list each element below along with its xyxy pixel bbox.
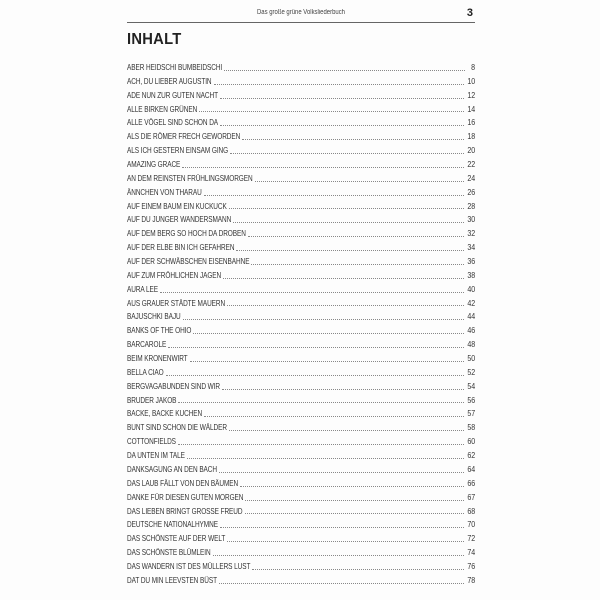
toc-entry-title: DA UNTEN IM TALE [127,450,185,461]
toc-entry-title: BANKS OF THE OHIO [127,325,192,336]
dot-leader [230,153,464,154]
toc-entry-page: 26 [467,186,475,197]
dot-leader [187,458,464,459]
dot-leader [248,236,464,237]
toc-entry-title: DAT DU MIN LEEVSTEN BÜST [127,574,217,585]
toc-entry-page: 22 [467,159,475,170]
dot-leader [222,389,464,390]
toc-entry-title: BELLA CIAO [127,366,164,377]
toc-entry[interactable] [127,284,475,298]
book-title: Das große grüne Volksliederbuch [256,9,345,16]
toc-entry-title: ABER HEIDSCHI BUMBEIDSCHI [127,62,223,72]
dot-leader [227,541,464,542]
toc-entry-title: AUF DER SCHWÄBSCHEN EISENBAHNE [127,256,250,267]
toc-entry[interactable] [127,270,475,284]
toc-entry[interactable] [127,339,475,353]
toc-entry-title: AUF ZUM FRÖHLICHEN JAGEN [127,269,222,280]
toc-entry-page: 32 [467,228,475,239]
toc-entry-title: BACKE, BACKE KUCHEN [127,408,203,419]
toc-entry[interactable] [127,242,475,256]
dot-leader [220,527,464,528]
toc-entry-title: BARCAROLE [127,339,167,350]
toc-entry[interactable] [127,519,475,533]
toc-entry-title: DANKSAGUNG AN DEN BACH [127,463,217,474]
toc-entry-title: ALLE VÖGEL SIND SCHON DA [127,117,219,128]
toc-entry-title: ALLE BIRKEN GRÜNEN [127,103,198,114]
toc-entry-page: 64 [467,463,475,474]
toc-entry-page: 62 [467,450,475,461]
toc-entry[interactable] [127,256,475,270]
table-of-contents [127,62,475,589]
page-number: 3 [466,7,473,19]
dot-leader [220,125,464,126]
dot-leader [160,292,464,293]
toc-entry-title: BUNT SIND SCHON DIE WÄLDER [127,422,227,433]
toc-entry-page: 36 [467,256,475,267]
toc-entry-page: 8 [471,62,475,72]
toc-entry-page: 14 [467,103,475,114]
dot-leader [214,84,464,85]
dot-leader [240,486,464,487]
dot-leader [252,569,463,570]
toc-entry[interactable] [127,145,475,159]
dot-leader [166,375,464,376]
toc-entry[interactable] [127,62,475,76]
toc-entry[interactable] [127,90,475,104]
toc-entry[interactable] [127,422,475,436]
toc-entry-page: 28 [467,200,475,211]
toc-entry[interactable] [127,450,475,464]
toc-entry-title: DAS LAUB FÄLLT VON DEN BÄUMEN [127,477,239,488]
toc-entry[interactable] [127,201,475,215]
toc-entry-page: 66 [467,477,475,488]
toc-entry-page: 57 [467,408,475,419]
toc-entry-page: 12 [467,89,475,100]
dot-leader [193,333,463,334]
toc-entry[interactable] [127,159,475,173]
toc-entry-title: DAS LIEBEN BRINGT GROSSE FREUD [127,505,243,516]
toc-entry-title: DAS WANDERN IST DES MÜLLERS LUST [127,560,251,571]
toc-entry[interactable] [127,173,475,187]
toc-entry-title: AUF DU JUNGER WANDERSMANN [127,214,232,225]
toc-entry[interactable] [127,353,475,367]
toc-entry-page: 67 [467,491,475,502]
toc-entry[interactable] [127,395,475,409]
toc-entry-title: COTTONFIELDS [127,436,176,447]
toc-entry-page: 24 [467,172,475,183]
toc-entry-page: 54 [467,380,475,391]
toc-entry-page: 30 [467,214,475,225]
toc-entry-title: DAS SCHÖNSTE BLÜMLEIN [127,547,211,558]
toc-entry-title: AURA LEE [127,283,159,294]
dot-leader [242,139,464,140]
toc-entry-title: AUF DER ELBE BIN ICH GEFAHREN [127,242,235,253]
dot-leader [251,264,463,265]
toc-entry-title: DANKE FÜR DIESEN GUTEN MORGEN [127,491,244,502]
toc-entry-page: 74 [467,547,475,558]
toc-entry[interactable] [127,187,475,201]
dot-leader [204,195,464,196]
toc-entry-page: 72 [467,533,475,544]
toc-entry-title: AUF DEM BERG SO HOCH DA DROBEN [127,228,246,239]
dot-leader [199,111,464,112]
toc-entry[interactable] [127,492,475,506]
toc-entry-page: 56 [467,394,475,405]
toc-entry[interactable] [127,117,475,131]
toc-entry-page: 52 [467,366,475,377]
dot-leader [219,472,464,473]
dot-leader [182,167,463,168]
toc-entry-page: 18 [467,131,475,142]
toc-entry[interactable] [127,464,475,478]
toc-entry[interactable] [127,506,475,520]
toc-entry[interactable] [127,478,475,492]
dot-leader [224,70,465,71]
toc-entry-page: 76 [467,560,475,571]
toc-entry[interactable] [127,575,475,589]
toc-entry[interactable] [127,228,475,242]
toc-entry[interactable] [127,547,475,561]
dot-leader [245,500,463,501]
toc-entry-page: 48 [467,339,475,350]
toc-entry[interactable] [127,214,475,228]
toc-entry[interactable] [127,131,475,145]
toc-entry[interactable] [127,381,475,395]
toc-entry-title: ALS DIE RÖMER FRECH GEWORDEN [127,131,241,142]
toc-entry-page: 60 [467,436,475,447]
dot-leader [178,402,463,403]
toc-entry-page: 50 [467,353,475,364]
dot-leader [190,361,464,362]
toc-entry[interactable] [127,367,475,381]
dot-leader [168,347,464,348]
toc-entry-page: 16 [467,117,475,128]
dot-leader [255,181,464,182]
toc-entry-page: 70 [467,519,475,530]
dot-leader [178,444,464,445]
toc-entry-title: AUS GRAUER STÄDTE MAUERN [127,297,226,308]
toc-entry-title: BAJUSCHKI BAJU [127,311,181,322]
toc-entry-title: DEUTSCHE NATIONALHYMNE [127,519,218,530]
toc-entry-page: 34 [467,242,475,253]
toc-entry[interactable] [127,561,475,575]
toc-entry-page: 46 [467,325,475,336]
dot-leader [219,583,464,584]
toc-entry[interactable] [127,325,475,339]
dot-leader [233,222,464,223]
dot-leader [204,416,464,417]
dot-leader [220,98,464,99]
toc-entry-page: 10 [467,75,475,86]
toc-entry[interactable] [127,408,475,422]
toc-entry[interactable] [127,298,475,312]
dot-leader [245,513,464,514]
toc-entry-page: 78 [467,574,475,585]
toc-entry-title: ÄNNCHEN VON THARAU [127,186,202,197]
toc-entry-title: AUF EINEM BAUM EIN KUCKUCK [127,200,227,211]
toc-entry-title: BRUDER JAKOB [127,394,177,405]
dot-leader [229,430,464,431]
toc-entry-title: ALS ICH GESTERN EINSAM GING [127,145,229,156]
dot-leader [183,319,464,320]
toc-entry-page: 20 [467,145,475,156]
toc-entry-title: AN DEM REINSTEN FRÜHLINGSMORGEN [127,172,253,183]
page-title: INHALT [127,31,182,48]
toc-entry[interactable] [127,311,475,325]
dot-leader [213,555,464,556]
toc-entry-title: BEIM KRONENWIRT [127,353,188,364]
toc-entry-title: DAS SCHÖNSTE AUF DER WELT [127,533,226,544]
toc-entry-page: 44 [467,311,475,322]
toc-entry-title: ADE NUN ZUR GUTEN NACHT [127,89,218,100]
toc-entry-title: BERGVAGABUNDEN SIND WIR [127,380,221,391]
toc-entry-page: 42 [467,297,475,308]
header-rule [127,22,475,23]
toc-entry[interactable] [127,104,475,118]
toc-entry-page: 38 [467,269,475,280]
toc-entry[interactable] [127,533,475,547]
toc-entry-title: AMAZING GRACE [127,159,181,170]
toc-entry-page: 68 [467,505,475,516]
dot-leader [236,250,463,251]
toc-entry[interactable] [127,436,475,450]
toc-entry-page: 40 [467,283,475,294]
dot-leader [223,278,464,279]
toc-entry[interactable] [127,76,475,90]
toc-entry-title: ACH, DU LIEBER AUGUSTIN [127,75,212,86]
dot-leader [229,208,464,209]
running-header [127,8,475,22]
dot-leader [227,305,464,306]
toc-entry-page: 58 [467,422,475,433]
